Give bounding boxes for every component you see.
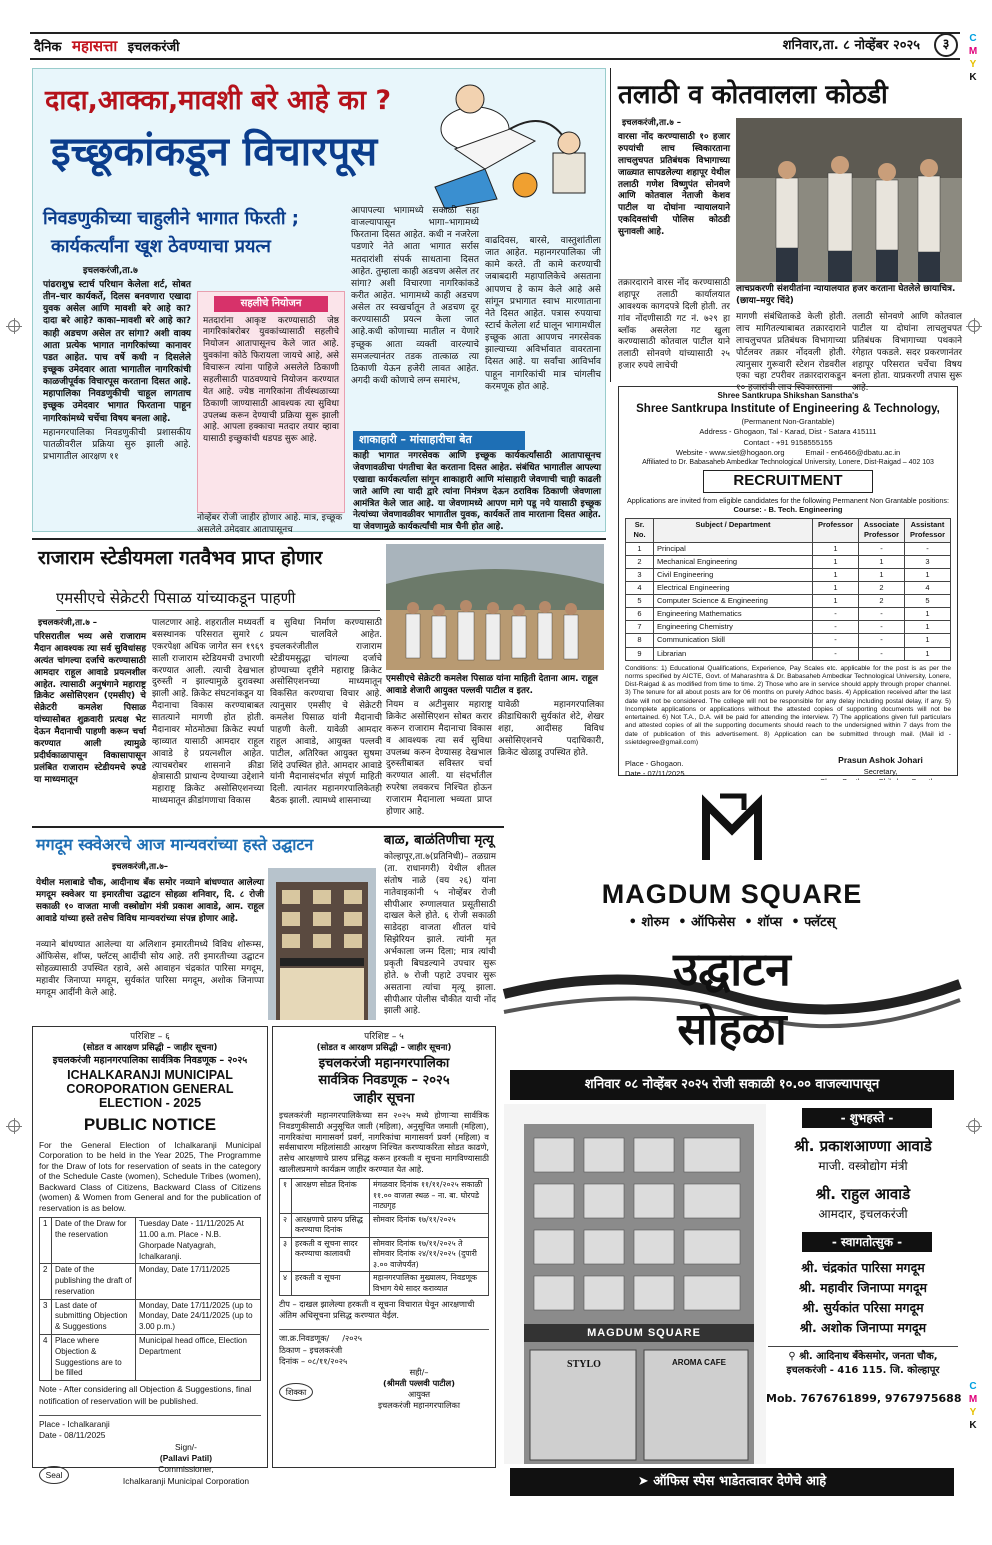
ad-address xyxy=(768,1346,958,1386)
notice5-role: आयुक्त xyxy=(407,1388,431,1399)
recruit-row xyxy=(626,581,951,594)
lead-story xyxy=(32,68,606,535)
recruit-row xyxy=(626,555,951,568)
ad-when-banner: शनिवार ०८ नोव्हेंबर २०२५ रोजी सकाळी १०.०० वाजल्यापासून xyxy=(510,1070,954,1100)
ad-building-render xyxy=(504,1104,766,1464)
talathi-lead: वारसा नोंद करण्यासाठी १० हजार रुपयांची लाच स्विकारताना लाचलुचपत प्रतिबंधक विभागाच्या जाळ्यात सापडलेल्या शहापूर येथील तलाठी गणेश विष्णुपंत सोनवणे आणि कोतवाल नेताजी केशव पाटील या दोघांना न्यायालयाने एकदिवसांची पोलिस कोठडी सुनावली आहे. xyxy=(618,132,730,237)
lead-subheadline-2: कार्यकर्त्यांना खूश ठेवण्याचा प्रयत्न xyxy=(51,236,271,257)
notice6-note: Note - After considering all Objection & Suggestions, final notification of reservation will be published. xyxy=(39,1384,252,1406)
recruit-cell: - xyxy=(859,621,905,634)
page-number: ३ xyxy=(934,33,958,57)
ad-footer xyxy=(510,1468,954,1496)
notice6-row xyxy=(40,1335,261,1381)
recruit-heading: RECRUITMENT xyxy=(703,470,873,492)
ad-phone: Mob. 7676761899, 9767975688 xyxy=(766,1392,962,1405)
ad-footer-arrow-icon: ➤ xyxy=(637,1474,649,1489)
recruit-cell: 5 xyxy=(626,595,654,608)
header-prefix: दैनिक xyxy=(34,40,62,55)
ad-welcome-label: - स्वागतोत्सुक - xyxy=(802,1232,932,1252)
recruit-row xyxy=(626,621,951,634)
notice5-place: ठिकाण – इचलकरंजी xyxy=(279,1344,343,1355)
notice5-cell: हरकती व सूचना सादर करण्याचा कालावधी xyxy=(292,1237,370,1272)
notice5-annex: परिशिष्ट – ५ xyxy=(364,1032,404,1042)
stadium-photo xyxy=(386,544,604,670)
recruit-cell: 1 xyxy=(905,621,951,634)
notice6-seal: Seal xyxy=(39,1466,69,1484)
death-text: कोल्हापूर,ता.७(प्रतिनिधी)– तळग्राम (ता. राधानगरी) येथील शीतल संतोष नाळे (वय २६) यांना नातेवाइकांनी ५ नोव्हेंबर रोजी सीपीआर रुग्णालयात प्रसूतीसाठी दाखल केले होते. ६ रोजी सकाळी साडेदहा वाजता शीतल यांचे सिझेरियन झाले. त्यांनी मृत अर्भकाला जन्म दिला; मात्र त्यांची प्रकृती बिघडल्याने उपचार सुरू होते. ७ रोजी पहाटे उपचार सुरू असताना त्यांचा मृत्यू झाला. सीपीआर पोलीस चौकीत याची नोंद झाली आहे. xyxy=(384,852,496,1017)
notice5-cell: हरकती व सूचना xyxy=(292,1272,370,1296)
stadium-headline: राजाराम स्टेडीयमला गतवैभव प्राप्त होणार xyxy=(38,547,323,569)
notice6-cell: 4 xyxy=(40,1335,52,1381)
recruit-cell: 1 xyxy=(859,555,905,568)
lead-column-3: आपापल्या भागामध्ये सकाळी सहा वाजल्यापासून भागा–भागामध्ये फिरताना दिसत आहेत. कधी न नजरेला पडणारे नेते आता भागात सर्रास मतदारांशी संपर्क साधताना दिसत आहेत. तुम्हाला काही अडचण असेल तर सांगा? अशी विचारणा नागरिकांकडे करीत आहेत. भागामध्ये काही अडचण असेल तर स्वखर्चातून ते अडचण दूर करण्यासाठी प्रयत्न केला जात आहे.कधी कोणाच्या मातील न येणारे इच्छूक आता व्यक्ती वारल्याचे समजल्यानंतर तडक तात्काळ त्या ठिकाणी येऊन हजेरी लावत आहेत. अगदी कधी कोणाचे लग्न समारंभ, xyxy=(351,206,479,386)
notice6-org: Ichalkaranji Municipal Corporation xyxy=(122,1475,250,1486)
recruit-col-header: Subject / Department xyxy=(654,519,813,542)
sidebar-box-title: सहलीचे नियोजन xyxy=(214,296,328,312)
magdum-building-photo xyxy=(268,868,376,1020)
veg-subheading: शाकाहारी – मांसाहारीचा बेत xyxy=(353,431,525,450)
ad-brand: MAGDUM SQUARE xyxy=(601,879,863,909)
notice6-cell: 3 xyxy=(40,1299,52,1334)
magdum-news-lead: येथील मलाबाडे चौक, आदीनाथ बँक समोर नव्याने बांधण्यात आलेल्या मगदूम स्क्वेअर या इमारतीचा उद्घाटन सोहळा शनिवार, दि. ८ रोजी सकाळी १० वाजता माजी वस्त्रोद्योग मंत्री प्रकाश आवाडे, आम. राहूल आवाडे यांच्या हस्ते तसेच विविध मान्यवरांच्या संपन्न होणार आहे. xyxy=(36,878,264,924)
notice5-name: (श्रीमती पल्लवी पाटील) xyxy=(383,1377,455,1388)
notice5-table xyxy=(279,1178,489,1296)
notice6-cell: Tuesday Date - 11/11/2025 At 11.00 a.m. Place - N.B. Ghorpade Natyagrah, Ichalkaranji. xyxy=(136,1218,261,1264)
recruit-row xyxy=(626,634,951,647)
notice5-cell: आरक्षण सोडत दिनांक xyxy=(292,1179,370,1214)
notice5-cell: ४ xyxy=(280,1272,292,1296)
cartoon-illustration xyxy=(415,69,603,219)
notice6-annex: परिशिष्ट – ६ xyxy=(130,1032,170,1042)
notice6-name: (Pallavi Patil) xyxy=(159,1452,213,1463)
recruit-cell: - xyxy=(813,647,859,660)
recruit-row xyxy=(626,542,951,555)
stadium-subheadline: एमसीएचे सेक्रेटरी पिसाळ यांच्याकडून पाहणी xyxy=(56,588,380,611)
notice5-org: इचलकरंजी महानगरपालिका xyxy=(378,1399,460,1410)
page-header xyxy=(30,30,960,62)
masthead-name: महासत्ता xyxy=(72,37,118,55)
sidebar-box xyxy=(197,291,345,513)
notice6-sign: Sign/- xyxy=(175,1441,197,1452)
notice5-row xyxy=(280,1272,489,1296)
ad-guest-1-role: माजी. वस्त्रोद्योग मंत्री xyxy=(818,1159,908,1173)
notice6-heading: PUBLIC NOTICE xyxy=(83,1114,217,1134)
notice5-title-2: सार्वत्रिक निवडणूक – २०२५ xyxy=(318,1073,450,1089)
stadium-column-4: नियम व अटीनुसार महाराष्ट्र क्रिकेट असोसिएशन सोबत करार करून राजाराम मैदानाचा विकास व आवश्यक त्या सर्व सुविधा उपलब्ध करुन देण्यासह देखभाल दुरुस्तीबाबत सविस्तर चर्चा करण्यात आली. या संदर्भातील रुपरेषा लवकरच निश्चित होऊन राजाराम मैदानाला भव्यता प्राप्त होणार आहे. xyxy=(386,700,492,817)
notice5-cell: आरक्षणाचे प्रारुप प्रसिद्ध करण्याचा दिनांक xyxy=(292,1213,370,1237)
recruit-cell: - xyxy=(813,621,859,634)
stadium-column-2: पालटणार आहे. शहरातील मध्यवर्ती बसस्थानक परिसरात सुमारे ८ एकरपेक्षा अधिक जागेत सन १९६९ साली राजाराम स्टेडियमची उभारणी करण्यात आली. त्याची देखभाल दुरुस्ती न झाल्यामुळे दुरावस्था झाली आहे. क्रिकेट संघटनांकडून या मैदानाचा विकास करण्याबाबत सातत्याने मागणी होत होती. मैदानावर मोठमोठ्या क्रिकेट स्पर्धा व्हाव्यात यासाठी आमदार राहूल आवाडे हे प्रयत्नशील आहेत. त्याचबरोबर शासनाने क्रीडा क्षेत्रासाठी प्राधान्य देण्याच्या उद्देशाने महाराष्ट्र क्रिकेट असोसिएशनच्या माध्यमातून क्रीडांगणाचा विकास xyxy=(152,618,264,807)
notice5-note: टीप – दाखल झालेल्या हरकती व सूचना विचारात घेवून आरक्षणाची अंतिम अधिसूचना प्रसिद्ध करण्यात येईल. xyxy=(279,1299,475,1321)
location-pin-icon: ⚲ xyxy=(788,1351,796,1362)
lead-subheadline-1: निवडणुकीच्या चाहुलीने भागात फिरती ; xyxy=(43,208,299,229)
recruit-cell: 1 xyxy=(905,634,951,647)
recruit-signer-role: Secretary, xyxy=(863,766,898,776)
recruit-society: Shree Santkrupa Shikshan Sanstha's xyxy=(717,391,859,400)
notice5-row xyxy=(280,1213,489,1237)
death-headline: बाळ, बाळंतिणीचा मृत्यू xyxy=(384,833,494,848)
recruit-cell: - xyxy=(813,608,859,621)
notice5-seal: शिक्का xyxy=(279,1383,313,1401)
talathi-caption: लाचप्रकरणी संशयीतांना न्यायालयात हजर करताना घेतलेले छायाचित्र.(छाया–मयुर चिंदे) xyxy=(736,284,956,306)
recruit-cell: 4 xyxy=(905,581,951,594)
notice5-kind: (सोडत व आरक्षण प्रसिद्धी – जाहीर सूचना) xyxy=(316,1043,452,1054)
ad-big-line-2: सोहळा xyxy=(677,1004,787,1055)
recruit-cell: 3 xyxy=(905,555,951,568)
magdum-news-dateline: इचलकरंजी,ता.७– xyxy=(112,862,169,872)
ad-building-sign: MAGDUM SQUARE xyxy=(587,1327,701,1339)
recruit-cell: 1 xyxy=(905,647,951,660)
public-notice-english xyxy=(32,1026,268,1486)
ad-host-4: श्री. अशोक जिनाप्पा मगदूम xyxy=(799,1320,927,1335)
notice6-cell: Last date of submitting Objection & Suggestions xyxy=(52,1299,136,1334)
notice6-cell: Municipal head office, Election Department xyxy=(136,1335,261,1381)
notice5-cell: २ xyxy=(280,1213,292,1237)
recruit-cell: - xyxy=(813,634,859,647)
recruit-cell: 1 xyxy=(859,568,905,581)
ad-big-line-1: उद्घाटन xyxy=(673,942,791,996)
notice6-cell: Date of the Draw for the reservation xyxy=(52,1218,136,1264)
recruit-cell: 1 xyxy=(813,568,859,581)
magdum-square-ad xyxy=(504,780,960,1502)
cmyk-strip-bottom: C M Y K xyxy=(968,1381,978,1431)
recruit-cell: 5 xyxy=(905,595,951,608)
recruit-contact: Contact - +91 9158555155 xyxy=(743,437,833,447)
recruit-table xyxy=(625,518,951,660)
notice5-ref: जा.क्र.निवडणूक/ /२०२५ xyxy=(279,1333,363,1344)
registration-mark xyxy=(968,320,980,332)
ad-address-line-2: इचलकरंजी - 416 115. जि. कोल्हापूर xyxy=(786,1364,940,1376)
stadium-lead: परिसरातील भव्य असे राजाराम मैदान आवश्यक त्या सर्व सुविधांसह अत्यंत चांगल्या दर्जाचे करण्यासाठी आमदार राहूल आवाडे प्रयत्नशील आहेत. त्यासाठी अनुषंगाने महाराष्ट्र क्रिकेट असोसिएशन (एमसीए) चे सेक्रेटरी कमलेश पिसाळ यांच्यासोबत शुक्रवारी प्रत्यक्ष भेट देऊन मैदानाची पाहणी करून चर्चा करण्यात आली त्यामुळे प्रदीर्घकाळापासून विकासापासून प्रलंबित राजाराम स्टेडीयमचे रुपडे या माध्यमातून xyxy=(34,632,146,785)
recruit-cell: Civil Engineering xyxy=(654,568,813,581)
recruit-cell: 1 xyxy=(813,542,859,555)
recruit-cell: 8 xyxy=(626,634,654,647)
magdum-news xyxy=(32,830,378,1026)
recruit-cell: 2 xyxy=(626,555,654,568)
magdum-logo xyxy=(700,790,764,870)
public-notice-marathi xyxy=(272,1026,496,1468)
recruit-cell: 2 xyxy=(859,581,905,594)
recruit-cell: 1 xyxy=(905,608,951,621)
header-city: इचलकरंजी xyxy=(127,40,180,55)
recruit-cell: 1 xyxy=(626,542,654,555)
notice5-title-1: इचलकरंजी महानगरपालिका xyxy=(318,1055,450,1071)
recruit-row xyxy=(626,647,951,660)
ad-host-1: श्री. चंद्रकांत पारिसा मगदूम xyxy=(801,1260,925,1275)
recruit-institute: Shree Santkrupa Institute of Engineering & Technology, xyxy=(636,402,940,415)
recruit-cell: Engineering Chemistry xyxy=(654,621,813,634)
talathi-column-1: तक्रारदाराने वारस नोंद करण्यासाठी शहापूर तलाठी कार्यालयात आवश्यक कागदपत्रे दिली होती. तर गांव नोंदणीसाठी गट नं. ७२९ हा ब्लॉक असलेला गट खुला करण्यासाठी कोतवाल पाटील याने तलाठी सोनवणे यांच्यासाठी २५ हजार रुपये लाचेची xyxy=(618,278,730,372)
ad-guest-2: श्री. राहुल आवाडे xyxy=(815,1185,911,1203)
notice6-row xyxy=(40,1299,261,1334)
recruit-cell: - xyxy=(859,542,905,555)
recruit-course: Course: - B. Tech. Engineering xyxy=(733,505,843,515)
ad-footer-text: ऑफिस स्पेस भाडेतत्वावर देणेचे आहे xyxy=(653,1474,827,1489)
ad-host-2: श्री. महावीर जिनाप्पा मगदूम xyxy=(798,1280,928,1295)
recruit-cell: 1 xyxy=(813,581,859,594)
ad-address-line-1: श्री. आदिनाथ बँकेसमोर, जनता चौक, xyxy=(799,1351,938,1362)
recruit-cell: 1 xyxy=(905,568,951,581)
recruit-cell: Mechanical Engineering xyxy=(654,555,813,568)
lead-column-2-end: नोव्हेंबर रोजी जाहीर होणार आहे. मात्र, इच्छूक असलेले उमेदवार आतापासूनच xyxy=(197,513,343,535)
stadium-column-5: यावेळी महानगरपालिका क्रीडाधिकारी सुर्यकांत शेटे, शेखर शहा, आदीसह विविध असोसिएशनचे पदाधिकारी, क्रिकेट खेळाडू उपस्थित होते. xyxy=(498,700,604,758)
lead-dateline: इचलकरंजी,ता.७ xyxy=(83,266,138,276)
recruit-cell: Computer Science & Engineering xyxy=(654,595,813,608)
talathi-column-3: तलाठी सोनवणे आणि कोतवाल पाटील या दोघांना लाचलुचपत प्रतिबंधक विभागाच्या पथकाने रंगेहात पकडले. सदर प्रकरणानंतर शहापूर परिसरात चर्चेचा विषय बनला होता. याप्रकरणी तपास सुरू आहे. xyxy=(852,312,962,394)
recruit-col-header: Assistant Professor xyxy=(905,519,951,542)
notice6-mr-title: इचलकरंजी महानगरपालिका सार्वत्रिक निवडणूक – २०२५ xyxy=(52,1054,248,1066)
notice6-place: Place - Ichalkaranji xyxy=(39,1418,110,1429)
recruit-cell: 2 xyxy=(859,595,905,608)
notice6-kind: (सोडत व आरक्षण प्रसिद्धी – जाहीर सूचना) xyxy=(82,1043,218,1054)
notice5-cell: मंगळवार दिनांक ११/११/२०२५ सकाळी ११.०० वाजता स्थळ – ना. बा. घोरपडे नाट्यगृह xyxy=(370,1179,489,1214)
notice5-date: दिनांक – ०८/११/२०२५ xyxy=(279,1355,348,1366)
recruit-signer: Prasun Ashok Johari xyxy=(838,755,923,766)
registration-mark xyxy=(8,320,20,332)
notice6-cell: Monday, Date 17/11/2025 xyxy=(136,1264,261,1299)
notice6-row xyxy=(40,1264,261,1299)
notice6-cell: 1 xyxy=(40,1218,52,1264)
talathi-column-2: मागणी संबंधिताकडे केली होती. लाच मागितल्याबाबत तक्रारदाराने लाचलुचपत प्रतिबंधक विभागाच्या पोर्टलवर तक्रार नोंदवली होती. त्यानुसार गुरूवारी स्टेशन रोडवरील एका चहा टपरीवर तक्रारदाराकडून १० हजारांची लाच स्विकारताना xyxy=(736,312,846,394)
stadium-caption: एमसीएचे सेक्रेटरी कमलेश पिसाळ यांना माहिती देताना आम. राहूल आवाडे शेजारी आयुक्त पल्लवी पाटील व इतर. xyxy=(386,674,599,696)
notice5-title-3: जाहीर सूचना xyxy=(353,1090,415,1106)
ad-tagline: • शोरुम • ऑफिसेस • शॉप्स • फ्लॅटस् xyxy=(628,915,836,930)
sidebar-box-text: मतदारांना आकृष्ट करण्यासाठी जेष्ठ नागरिकांबरोबर युवकांच्यासाठी सहलीचे नियोजन आतापासूनच केले जात आहे. युवकांना कोठे फिरायला जायचे आहे, असे विचारून त्यांना पाहिजे असलेले ठिकाणी सहलीसाठी पाठवण्याचे नियोजन करण्यात येत आहे. ज्येष्ठ नागरिकांना तीर्थस्थळाच्या ठिकाणी जाण्यासाठी आवश्यक त्या सुविधा उपलब्ध करून देण्याची प्रक्रिया सुरू झाली आहे. आपला हक्काचा मतदार तयार व्हावा यासाठी इच्छुकांची धडपड सुरू आहे. xyxy=(203,315,339,445)
recruit-date: Date - 07/11/2025 xyxy=(625,769,685,779)
header-date: शनिवार,ता. ८ नोव्हेंबर २०२५ xyxy=(782,38,920,53)
notice6-row xyxy=(40,1218,261,1264)
recruit-cell: 1 xyxy=(813,555,859,568)
recruit-intro: Applications are invited from eligible candidates for the following Permanent Non Grantable positions: xyxy=(626,495,950,505)
notice5-sign: सही/– xyxy=(409,1366,429,1377)
recruit-row xyxy=(626,595,951,608)
lead-column-1: पांढराशुभ्र स्टार्च परिधान केलेला शर्ट, सोबत तीन–चार कार्यकर्ते, दिलस बनवणारा एखादा युवक असेल आणि मावशी बरे आहे का? दादा बरे आहे? काका–मावशी बरे आहे का? काही अडचण असेल तर सांगा? अशी वाक्य आता प्रत्येक भागात नागरिकांच्या कानावर पडत आहेत. पाच वर्षे कधी न दिसलेले इच्छूक उमेदवार आता भागातील नागरिकांची काळजीपूर्वक विचारपूस करताना दिसत आहे. महापालिका निवडणुकीची चाहूल लागताच इच्छूक उमेदवार भागात फिरताना पाहून नागरिकांमध्ये चर्चेचा विषय बनला आहे. महानगरपालिका निवडणुकीची प्रशासकीय पातळीवरील प्रक्रिया सुरु झाली आहे. प्रभागातील आरक्षण ११ xyxy=(43,280,191,462)
ad-shop-2: AROMA CAFE xyxy=(672,1358,726,1367)
recruit-cell: 1 xyxy=(813,595,859,608)
recruit-row xyxy=(626,568,951,581)
registration-mark xyxy=(968,1120,980,1132)
recruit-cell: Principal xyxy=(654,542,813,555)
recruitment-ad xyxy=(618,386,958,779)
notice6-cell: Date of the publishing the draft of reservation xyxy=(52,1264,136,1299)
recruit-col-header: Associate Professor xyxy=(859,519,905,542)
talathi-story xyxy=(612,68,964,394)
lead-headline-1: दादा,आक्का,मावशी बरे आहे का ? xyxy=(45,85,392,116)
recruit-affiliation: Affiliated to Dr. Babasaheb Ambedkar Technological University, Lonere, Dist-Raigad – 402 103 xyxy=(642,458,934,466)
recruit-cell: Librarian xyxy=(654,647,813,660)
recruit-cell: 3 xyxy=(626,568,654,581)
talathi-photo xyxy=(736,118,962,282)
notice5-body: इचलकरंजी महानगरपालिकेच्या सन २०२५ मध्ये होणाऱ्या सार्वत्रिक निवडणुकीसाठी अनुसूचित जाती (महिला), अनुसूचित जमाती (महिला), नागरिकांचा मागासवर्ग प्रवर्ग, नागरिकांचा मागासवर्ग प्रवर्ग (महिला) व सर्वसाधारण महिलांसाठी आरक्षण निश्चित करण्याकरिता सोडत काढणे, तसेच आरक्षणाचे प्रारुप प्रसिद्ध करून हरकती व सूचना मागविण्यासाठी खालीलप्रमाणे कार्यक्रम जाहीर करण्यात येत आहे. xyxy=(279,1110,489,1174)
registration-mark xyxy=(8,1120,20,1132)
ad-host-3: श्री. सुर्यकांत परिसा मगदूम xyxy=(802,1300,924,1315)
recruit-cell: - xyxy=(859,647,905,660)
recruit-place: Place - Ghogaon. xyxy=(625,759,684,769)
recruit-cell: 6 xyxy=(626,608,654,621)
ad-guest-1: श्री. प्रकाशआण्णा आवाडे xyxy=(794,1137,932,1155)
recruit-status: (Permanent Non-Grantable) xyxy=(741,417,835,427)
recruit-cell: Communication Skill xyxy=(654,634,813,647)
lead-headline-2: इच्छूकांकडून विचारपूस xyxy=(51,129,378,175)
recruit-cell: 9 xyxy=(626,647,654,660)
recruit-conditions: Conditions: 1) Educational Qualifications, Experience, Pay Scales etc. applicable for the post is as per the norms specified by AICTE, Govt. of Maharashtra & Dr. Babasaheb Ambedkar Technological University, Lonere, Dist-Raigad & as modified from time to time. 2) Those who are in service should apply through proper channel. 3) The tenure for all about posts are for 06 months on purely Adhoc basis. 4) Application received after the last date will not be considered. The college will not be responsible for any delay including postal delay, if any. 5) Incomplete applications or applications without the attested copies of supporting documents will not be entertained. 6) Not T.A., D.A. will be paid for attending the interview. 7) The applications given full particulars and attested copies of all the supporting documents should reach to the undersigned within 7 days from the date of publication of this advertisement. 8) Application can be submitted through mail. (Mail id - ssietdegree@gmail.com) xyxy=(625,664,951,746)
recruit-web: Website - www.siet@hogaon.org Email - en6466@dbatu.ac.in xyxy=(675,447,901,457)
notice5-row xyxy=(280,1237,489,1272)
notice6-date: Date - 08/11/2025 xyxy=(39,1430,106,1441)
ad-shop-1: STYLO xyxy=(567,1359,601,1370)
lead-column-4: वाढदिवस, बारसे, वास्तुशांतीला जात आहेत. महानगरपालिका जी कामे करते. ती कामे करण्याची जबाबदारी महापालिकेचे असताना आपणच हे काम केले आहे असे सांगून प्रभागात स्वाभ मारणाताना नेते दिसत आहेत. पत्रास रुपयाचा स्टार्च केलेला शर्ट घालून भागामधील इच्छूक आता आपणच नगरसेवक झाल्याच्या अविर्भावात वावरताना दिसत आहे. या सर्वांचा आविर्भाव पाहून नागरिकांची मात्र चांगलीच करमणूक होत आहे. xyxy=(485,236,601,392)
recruit-cell: Electrical Engineering xyxy=(654,581,813,594)
stadium-column-3: व सुविधा निर्माण करण्यासाठी प्रयत्न चालविले आहेत. इचलकरंजीतील राजाराम स्टेडीयमसुद्धा चांगल्या दर्जाचे होण्याच्या दृष्टीने महाराष्ट्र क्रिकेट असोसिएशनच्या माध्यमातून विकसित करण्याचा विचार आहे. त्यानुसार एमसीए चे सेक्रेटरी कमलेश पिसाळ यांनी मैदानाची पाहणी केली. यावेळी आमदार राहूल आवाडे, आयुक्त पल्लवी पाटील, अतिरिक्त आयुक्त सुषमा शिंदे उपस्थित होते. आमदार आवाडे यांनी मैदानासंदर्भात संपूर्ण माहिती दिली. त्यानंतर महानगरपालिकेतही बैठक झाली. त्यामध्ये शासनाच्या xyxy=(270,618,382,807)
recruit-cell: - xyxy=(859,634,905,647)
veg-text: काही भागात नगरसेवक आणि इच्छूक कार्यकर्त्यांसाठी आतापासूनच जेवणावळीचा पंगतीचा बेत करताना दिसत आहेत. संबंधित भागातील आपल्या एखाद्या कार्यकर्त्याला सांगून शाकाहारी आणि मांसाहारी जेवणाची चाही काढली जाते आणि त्या यादी द्वारे त्यांना निमंत्रण देऊन ठराविक ठिकाणी जेवणाला आमंत्रित केले जात आहे. या जेवणामध्ये आपण मागे पडू नये यासाठी इच्छूक नेत्यांच्या जेवणावळीवर भागातील युवक, कार्यकर्ते ताव मारताना दिसत आहेत. या जेवणामुळे कार्यकर्त्यांची मात्र चैनी होत आहे. xyxy=(353,451,601,533)
talathi-dateline: इचलकरंजी,ता.७ – xyxy=(622,118,681,128)
ad-by-label: - शुभहस्ते - xyxy=(802,1108,932,1128)
notice6-role: Commissioner, xyxy=(158,1464,214,1475)
notice5-cell: ३ xyxy=(280,1237,292,1272)
talathi-headline: तलाठी व कोतवालला कोठडी xyxy=(618,80,888,110)
recruit-cell: - xyxy=(859,608,905,621)
notice6-cell: 2 xyxy=(40,1264,52,1299)
ad-guest-2-role: आमदार, इचलकरंजी xyxy=(818,1207,908,1221)
notice5-cell: १ xyxy=(280,1179,292,1214)
notice6-en-title: ICHALKARANJI MUNICIPAL COROPORATION GENERAL ELECTION - 2025 xyxy=(66,1068,234,1110)
cmyk-strip-top: C M Y K xyxy=(968,33,978,83)
stadium-dateline: इचलकरंजी,ता.७ – xyxy=(38,618,97,628)
recruit-cell: Engineering Mathematics xyxy=(654,608,813,621)
recruit-col-header: Sr. No. xyxy=(626,519,654,542)
recruit-row xyxy=(626,608,951,621)
notice6-cell: Monday, Date 17/11/2025 (up to Monday, Date 24/11/2025 (up to 3.00 p.m.) xyxy=(136,1299,261,1334)
notice5-row xyxy=(280,1179,489,1214)
magdum-news-headline: मगदूम स्क्वेअरचे आज मान्यवरांच्या हस्ते उद्घाटन xyxy=(36,835,314,854)
recruit-cell: 7 xyxy=(626,621,654,634)
recruit-cell: 4 xyxy=(626,581,654,594)
notice5-cell: सोमवार दिनांक १७/११/२०२५ ते सोमवार दिनांक २४/११/२०२५ (दुपारी ३.०० वाजेपर्यंत) xyxy=(370,1237,489,1272)
notice5-cell: महानगरपालिका मुख्यालय, निवडणूक विभाग येथे सादर कराव्यात xyxy=(370,1272,489,1296)
recruit-col-header: Professor xyxy=(813,519,859,542)
notice6-cell: Place where Objection & Suggestions are to be filled xyxy=(52,1335,136,1381)
notice6-body: For the General Election of Ichalkaranji Municipal Corporation to be held in the Year 2025, The Programme for the Draw of lots for reservation of seats in the category of the Schedule Caste (women), Schedule Tribes (women), Backward Class of Citizens, Backward Class of Citizens (women) & Women from General and for the publication of reservation is as below. xyxy=(39,1139,261,1213)
notice6-table xyxy=(39,1217,261,1381)
notice5-cell: सोमवार दिनांक १७/११/२०२५ xyxy=(370,1213,489,1237)
recruit-address: Address - Ghogaon, Tal - Karad, Dist - Satara 415111 xyxy=(699,427,877,437)
recruit-cell: - xyxy=(905,542,951,555)
magdum-news-text: नव्याने बांधण्यात आलेल्या या अलिशान इमारतीमध्ये विविध शोरूम्स, ऑफिसेस, शॉप्स, फ्लॅटस् आदींची सोय आहे. तरी इमारतीच्या उद्घाटन सोहळ्यासाठी उपस्थित रहावे, असे आवाहन चंद्रकांत पारिसा मगदूम, महावीर जिनाप्पा मगदूम, सुर्यकांत पारिसा मगदूम, अशोक जिनाप्पा मगदूम आदींनी केले आहे. xyxy=(36,940,264,998)
